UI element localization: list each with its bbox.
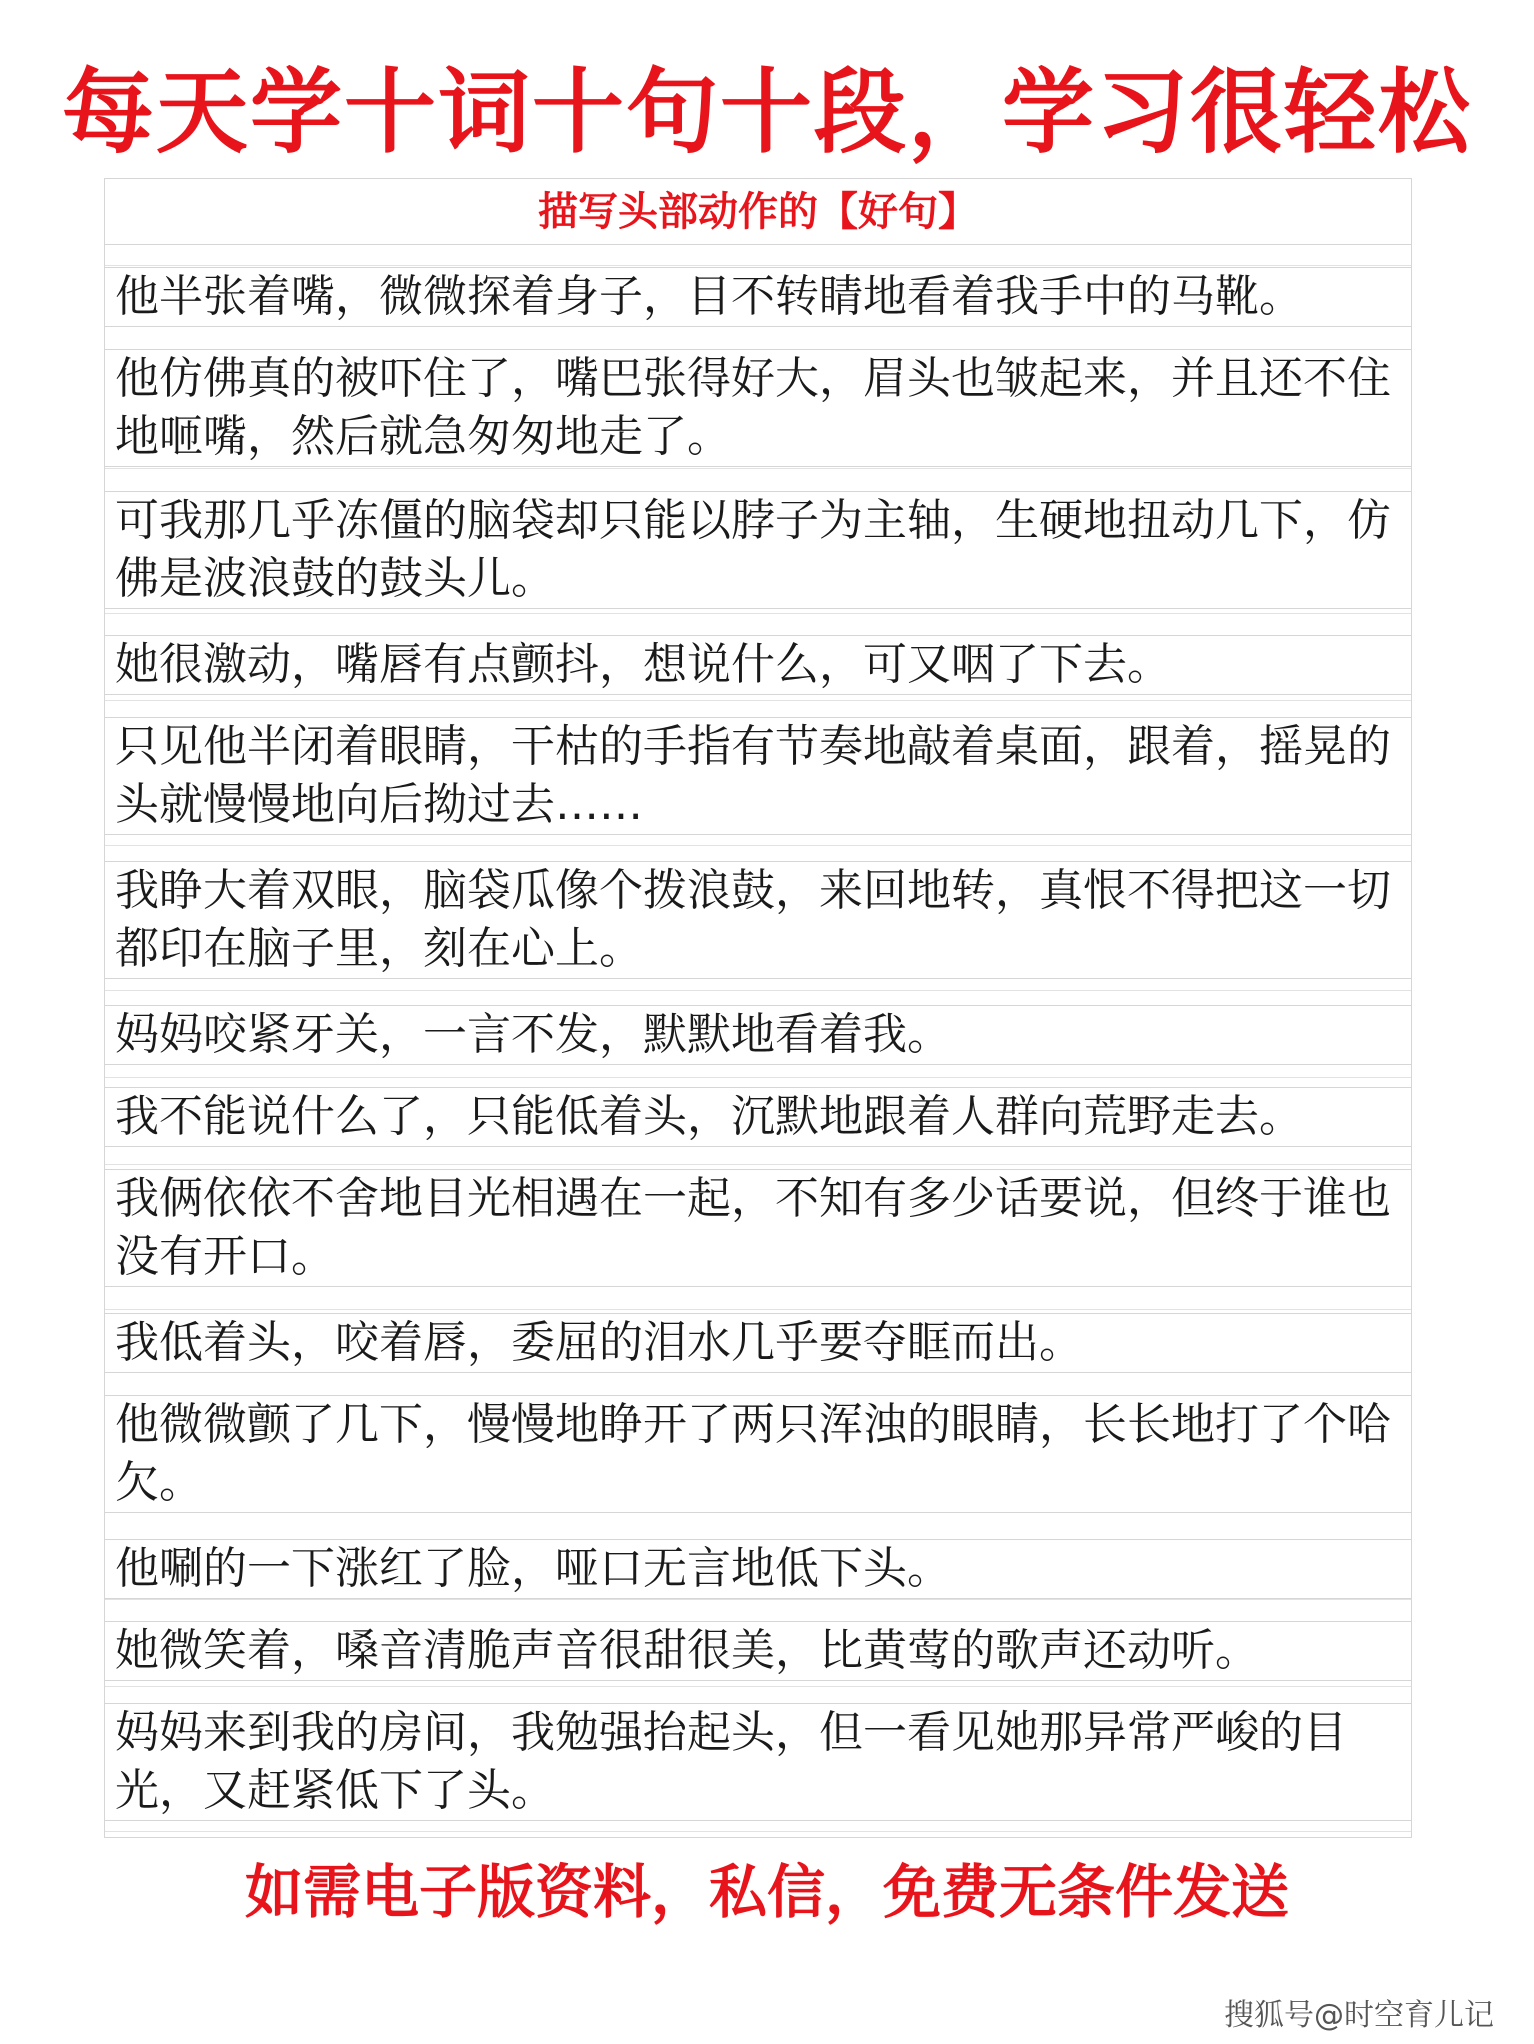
sheet-subtitle: 描写头部动作的【好句】 bbox=[105, 179, 1411, 245]
sentence-4: 她很激动，嘴唇有点颤抖，想说什么，可又咽了下去。 bbox=[105, 635, 1411, 695]
sentence-13: 她微笑着，嗓音清脆声音很甜很美，比黄莺的歌声还动听。 bbox=[105, 1621, 1411, 1681]
sentence-3: 可我那几乎冻僵的脑袋却只能以脖子为主轴，生硬地扭动几下，仿佛是波浪鼓的鼓头儿。 bbox=[105, 491, 1411, 609]
sentence-7: 妈妈咬紧牙关，一言不发，默默地看着我。 bbox=[105, 1005, 1411, 1065]
source-watermark: 搜狐号@时空育儿记 bbox=[1224, 1998, 1494, 2033]
sentence-14: 妈妈来到我的房间，我勉强抬起头，但一看见她那异常严峻的目光，又赶紧低下了头。 bbox=[105, 1703, 1411, 1821]
sentence-1: 他半张着嘴，微微探着身子，目不转睛地看着我手中的马靴。 bbox=[105, 267, 1411, 327]
page-title: 每天学十词十句十段，学习很轻松 bbox=[61, 59, 1472, 166]
sentence-12: 他唰的一下涨红了脸，哑口无言地低下头。 bbox=[105, 1539, 1411, 1599]
sentence-10: 我低着头，咬着唇，委屈的泪水几乎要夺眶而出。 bbox=[105, 1313, 1411, 1373]
sentence-5: 只见他半闭着眼睛，干枯的手指有节奏地敲着桌面，跟着，摇晃的头就慢慢地向后拗过去…… bbox=[105, 717, 1411, 835]
sentence-9: 我俩依依不舍地目光相遇在一起，不知有多少话要说，但终于谁也没有开口。 bbox=[105, 1169, 1411, 1287]
sentence-8: 我不能说什么了，只能低着头，沉默地跟着人群向荒野走去。 bbox=[105, 1087, 1411, 1147]
footer-note: 如需电子版资料，私信，免费无条件发送 bbox=[244, 1858, 1289, 1926]
sentence-6: 我睁大着双眼，脑袋瓜像个拨浪鼓，来回地转，真恨不得把这一切都印在脑子里，刻在心上。 bbox=[105, 861, 1411, 979]
sentence-sheet bbox=[104, 178, 1412, 1838]
sentence-11: 他微微颤了几下，慢慢地睁开了两只浑浊的眼睛，长长地打了个哈欠。 bbox=[105, 1395, 1411, 1513]
sentence-2: 他仿佛真的被吓住了，嘴巴张得好大，眉头也皱起来，并且还不住地咂嘴，然后就急匆匆地走了。 bbox=[105, 349, 1411, 467]
